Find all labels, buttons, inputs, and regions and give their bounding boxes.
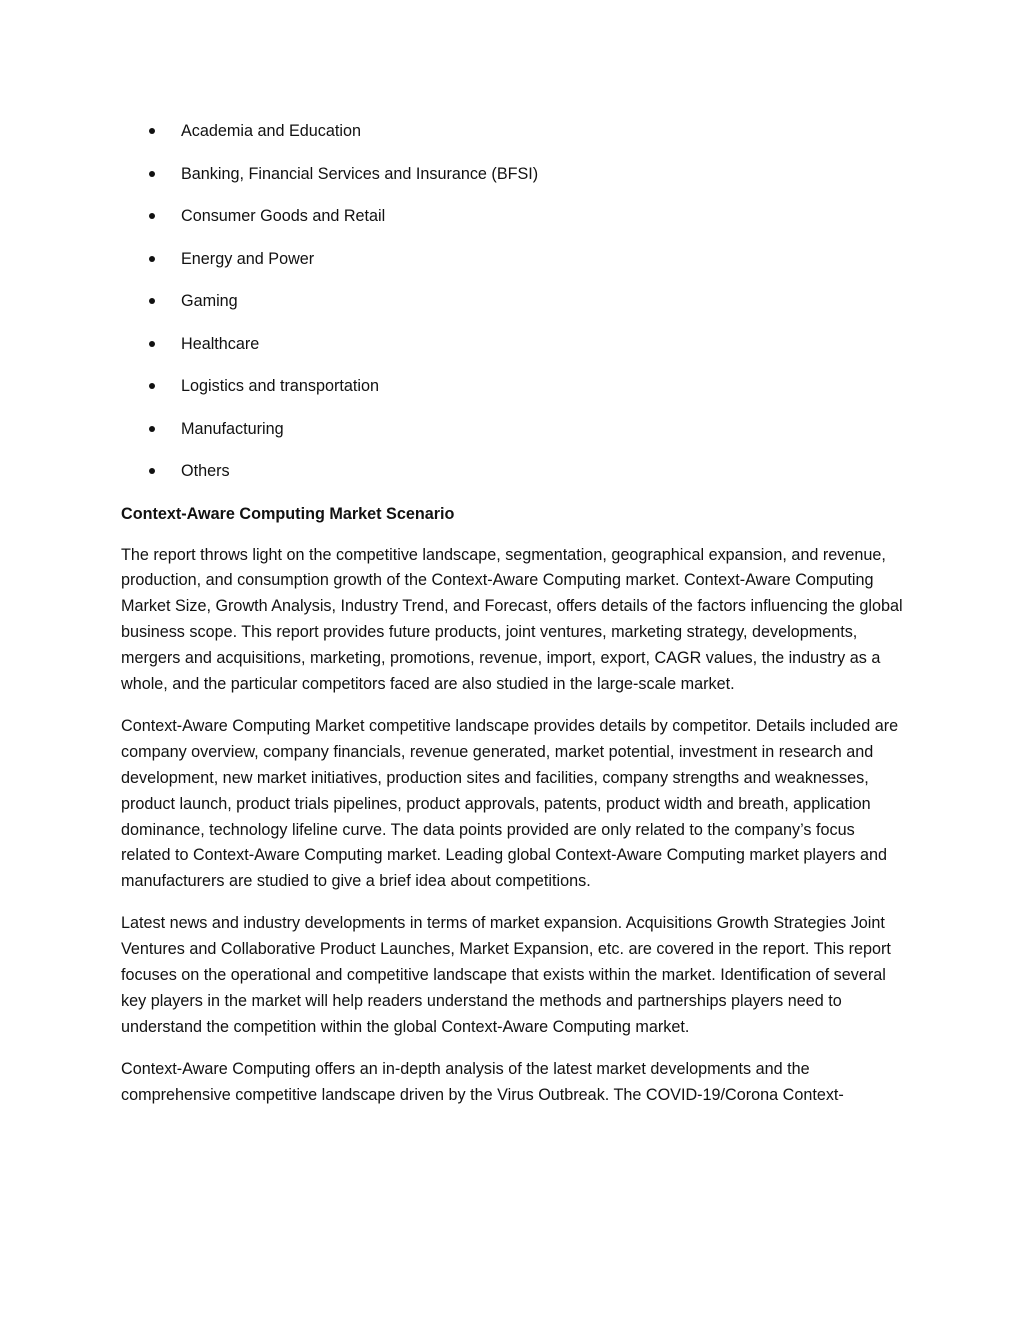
- paragraph: Context-Aware Computing offers an in-depth analysis of the latest market developments and the comprehensive competitive landscape driven by the Virus Outbreak. The COVID-19/Corona Context-: [121, 1059, 844, 1104]
- document-content: [121, 118, 906, 1125]
- list-item-label: Energy and Power: [181, 249, 315, 268]
- list-item: [121, 458, 906, 501]
- bullet-icon: [149, 171, 155, 177]
- list-item-label: Others: [181, 462, 230, 480]
- industry-list: [121, 118, 906, 501]
- bullet-icon: [149, 341, 155, 347]
- bullet-icon: [149, 256, 155, 262]
- bullet-icon: [149, 128, 155, 134]
- bullet-icon: [149, 468, 155, 474]
- list-item: [121, 288, 906, 331]
- list-item: [121, 246, 906, 289]
- section-heading: Context-Aware Computing Market Scenario: [121, 504, 455, 523]
- list-item: [121, 161, 906, 204]
- paragraph: Context-Aware Computing Market competitive landscape provides details by competitor. Details included are company overview, company financials, revenue generated, market potential, investment in research and development, new market initiatives, production sites and facilities, company strengths and weaknesses, product launch, product trials pipelines, product approvals, patents, product width and breath, application dominance, technology lifeline curve. The data points provided are only related to the company’s focus related to Context-Aware Computing market. Leading global Context-Aware Computing market players and manufacturers are studied to give a brief idea about competitions.: [121, 716, 899, 891]
- list-item-label: Consumer Goods and Retail: [181, 207, 386, 225]
- bullet-icon: [149, 298, 155, 304]
- paragraph: Latest news and industry developments in terms of market expansion. Acquisitions Growth Strategies Joint Ventures and Collaborative Product Launches, Market Expansion, etc. are covered in the report. This report focuses on the operational and competitive landscape that exists within the market. Identification of several key players in the market will help readers understand the methods and partnerships players need to understand the competition within the global Context-Aware Computing market.: [121, 914, 891, 1036]
- bullet-icon: [149, 213, 155, 219]
- paragraph: The report throws light on the competitive landscape, segmentation, geographical expansion, and revenue, production, and consumption growth of the Context-Aware Computing market. Context-Aware Computing Market Size, Growth Analysis, Industry Trend, and Forecast, offers details of the factors influencing the global business scope. This report provides future products, joint ventures, marketing strategy, developments, mergers and acquisitions, marketing, promotions, revenue, import, export, CAGR values, the industry as a whole, and the particular competitors faced are also studied in the large-scale market.: [121, 545, 903, 694]
- list-item: [121, 118, 906, 161]
- list-item-label: Manufacturing: [181, 419, 284, 438]
- list-item-label: Gaming: [181, 292, 238, 310]
- list-item: [121, 203, 906, 246]
- list-item: [121, 416, 906, 459]
- list-item: [121, 331, 906, 374]
- list-item-label: Healthcare: [181, 334, 260, 353]
- bullet-icon: [149, 383, 155, 389]
- list-item-label: Banking, Financial Services and Insurance (BFSI): [181, 164, 539, 183]
- list-item-label: Logistics and transportation: [181, 377, 379, 395]
- list-item-label: Academia and Education: [181, 122, 361, 140]
- bullet-icon: [149, 426, 155, 432]
- list-item: [121, 373, 906, 416]
